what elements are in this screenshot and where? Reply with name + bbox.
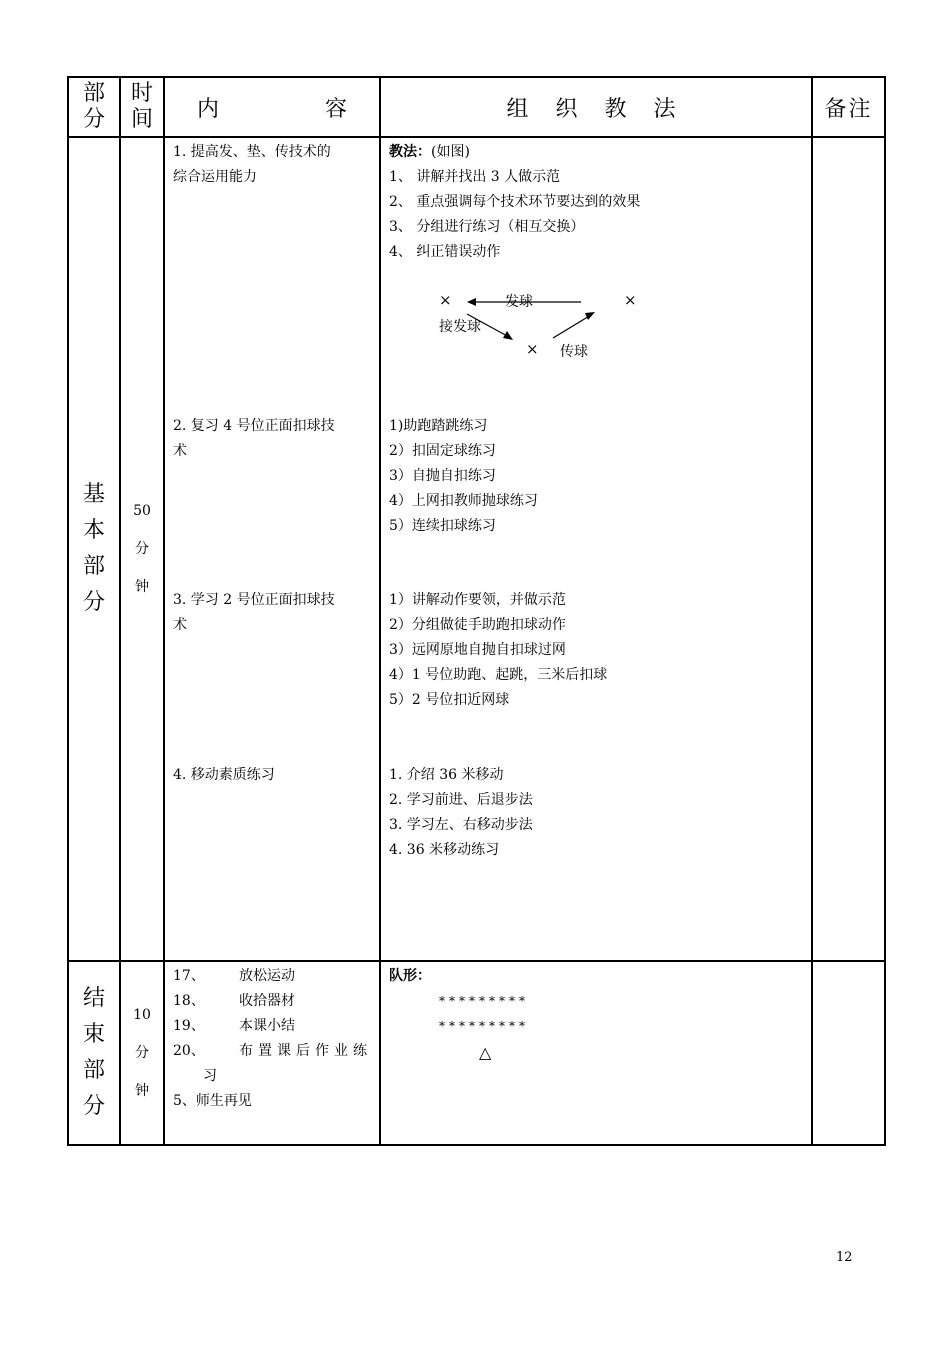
method-4-item: 2. 学习前进、后退步法 [389,792,533,808]
method-block-4 [389,763,809,863]
serve-label: 发球 [505,294,533,310]
end-content-list [173,964,373,1114]
method-3-item: 1）讲解动作要领，并做示范 [389,592,566,608]
end-content-item [173,989,373,1014]
method-2-item: 5）连续扣球练习 [389,518,496,534]
formation-row-2: ********* [439,1019,529,1033]
formation-row-1: ********* [439,994,529,1008]
method-2-item: 4）上网扣教师抛球练习 [389,493,538,509]
content-item-1-line2: 综合运用能力 [173,169,257,185]
end-item-number: 18、 [173,993,205,1009]
header-time-char-1: 时 [130,81,153,106]
content-item-2-line1: 2. 复习 4 号位正面扣球技 [173,418,335,434]
method-3-item: 3）远网原地自抛自扣球过网 [389,642,566,658]
formation-block [389,964,809,1067]
content-item-4 [173,763,373,788]
main-time-char: 钟 [135,579,149,595]
end-section-char: 结 [82,986,105,1011]
serve-arrow-head [467,298,476,306]
end-item-number: 19、 [173,1018,205,1034]
main-section-char: 本 [82,518,105,543]
method-2-item: 1)助跑踏跳练习 [389,418,488,434]
main-time-minutes: 50 [133,503,151,519]
method-1-item: 1、 讲解并找出 3 人做示范 [389,169,561,185]
header-time [120,77,164,137]
method-1-title-bold: 教法： [389,144,431,160]
header-row [68,77,885,137]
end-content-item [173,1014,373,1039]
end-section-char: 部 [82,1058,105,1083]
end-remark-cell [812,961,885,1145]
method-block-2 [389,414,809,539]
header-content-char-2: 容 [324,96,347,122]
method-3-item: 2）分组做徒手助跑扣球动作 [389,617,566,633]
end-item-text: 习 [203,1068,217,1084]
header-time-char-2: 间 [130,107,153,132]
header-remark: 备注 [812,77,885,137]
content-item-1 [173,140,373,190]
formation-title: 队形： [389,968,431,984]
end-section-row [68,961,885,1145]
main-method-cell [380,137,812,961]
header-section [68,77,120,137]
header-method: 组 织 教 法 [380,77,812,137]
main-section-char: 部 [82,554,105,579]
method-4-item: 1. 介绍 36 米移动 [389,767,504,783]
method-3-item: 5）2 号位扣近网球 [389,692,510,708]
method-1-item: 4、 纠正错误动作 [389,244,501,260]
content-item-3-line1: 3. 学习 2 号位正面扣球技 [173,592,335,608]
content-item-3 [173,588,373,638]
method-2-item: 3）自抛自扣练习 [389,468,496,484]
main-section-row [68,137,885,961]
pass-label: 传球 [560,344,588,360]
method-block-3 [389,588,809,713]
end-time-minutes: 10 [133,1007,151,1023]
end-item-number: 20、 [173,1043,205,1059]
method-1-title-rest: (如图) [431,144,470,160]
header-content [164,77,380,137]
end-method-cell [380,961,812,1145]
receive-arrow-head [503,331,513,340]
end-item-number [173,1064,203,1089]
main-section-label [68,137,120,961]
end-content-item [173,1039,373,1064]
end-item-text: 本课小结 [239,1018,295,1034]
end-section-char: 分 [82,1094,105,1119]
pass-arrow-head [585,312,595,320]
end-time-char: 钟 [135,1083,149,1099]
content-item-2 [173,414,373,464]
teacher-position-mark: △ [479,1043,492,1062]
receive-label: 接发球 [439,319,481,335]
main-time-char: 分 [135,541,149,557]
method-2-item: 2）扣固定球练习 [389,443,496,459]
end-content-item [173,1089,373,1114]
player-mark-right: × [624,291,637,309]
end-section-char: 束 [82,1022,105,1047]
passing-diagram [381,138,813,378]
content-item-3-line2: 术 [173,617,187,633]
method-3-item: 4）1 号位助跑、起跳，三米后扣球 [389,667,608,683]
player-mark-bottom: × [526,340,539,358]
method-4-item: 4. 36 米移动练习 [389,842,500,858]
end-content-item [173,964,373,989]
header-section-char-1: 部 [82,81,105,106]
end-item-number: 17、 [173,968,205,984]
main-section-char: 分 [82,590,105,615]
end-item-text: 5、师生再见 [173,1093,252,1109]
content-item-2-line2: 术 [173,443,187,459]
content-item-4-line1: 4. 移动素质练习 [173,767,275,783]
end-item-text: 放松运动 [239,968,295,984]
pass-arrow [553,315,591,338]
header-section-char-2: 分 [82,107,105,132]
end-content-item [173,1064,373,1089]
lesson-plan-table [67,76,886,1146]
main-remark-cell [812,137,885,961]
method-4-item: 3. 学习左、右移动步法 [389,817,533,833]
page-number: 12 [836,1250,853,1265]
end-item-text: 收拾器材 [239,993,295,1009]
player-mark-left: × [439,291,452,309]
end-time-label [120,961,164,1145]
end-section-label [68,961,120,1145]
end-content-cell [164,961,380,1145]
end-time-char: 分 [135,1045,149,1061]
main-time-label [120,137,164,961]
method-1-item: 2、 重点强调每个技术环节要达到的效果 [389,194,641,210]
header-content-char-1: 内 [196,96,219,122]
method-1-item: 3、 分组进行练习（相互交换） [389,219,585,235]
content-item-1-line1: 1. 提高发、垫、传技术的 [173,144,331,160]
main-section-char: 基 [82,482,105,507]
main-content-cell [164,137,380,961]
end-item-text: 布置课后作业练 [239,1043,372,1059]
